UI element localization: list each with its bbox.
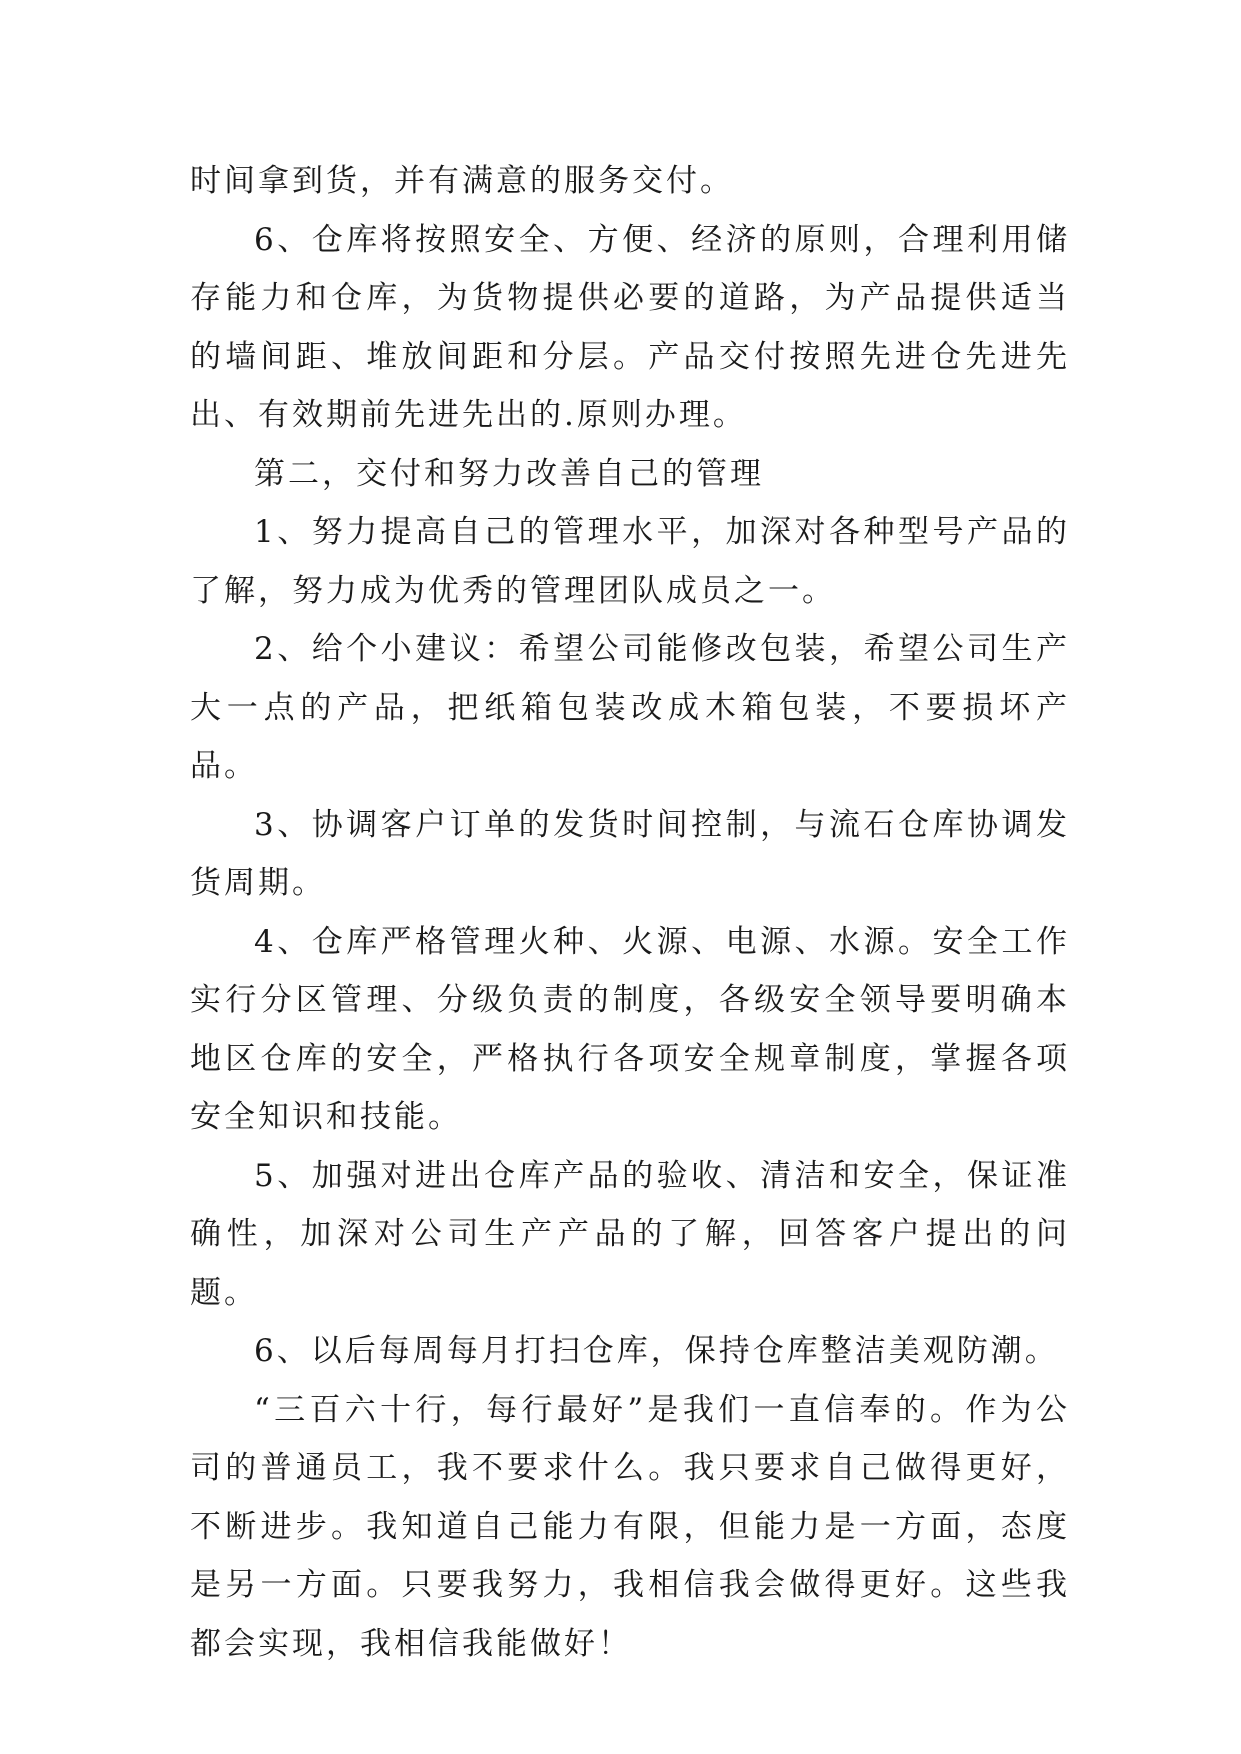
section-heading-second: 第二，交付和努力改善自己的管理	[254, 455, 764, 492]
paragraph-item-1: 1、努力提高自己的管理水平，加深对各种型号产品的了解，努力成为优秀的管理团队成员之一。	[190, 514, 1070, 609]
paragraph-item-4: 4、仓库严格管理火种、火源、电源、水源。安全工作实行分区管理、分级负责的制度，各级安全领导要明确本地区仓库的安全，严格执行各项安全规章制度，掌握各项安全知识和技能。	[190, 923, 1070, 1135]
paragraph-item-6-storage: 6、仓库将按照安全、方便、经济的原则，合理利用储存能力和仓库，为货物提供必要的道路，为产品提供适当的墙间距、堆放间距和分层。产品交付按照先进仓先进先出、有效期前先进先出的.原则办理。	[190, 221, 1070, 433]
document-body	[190, 152, 1070, 1673]
paragraph-closing: “三百六十行，每行最好”是我们一直信奉的。作为公司的普通员工，我不要求什么。我只要求自己做得更好，不断进步。我知道自己能力有限，但能力是一方面，态度是另一方面。只要我努力，我相信我会做得更好。这些我都会实现，我相信我能做好！	[190, 1391, 1070, 1662]
paragraph-continuation: 时间拿到货，并有满意的服务交付。	[190, 163, 734, 199]
paragraph-item-5: 5、加强对进出仓库产品的验收、清洁和安全，保证准确性，加深对公司生产产品的了解，回答客户提出的问题。	[190, 1157, 1070, 1311]
paragraph-item-3: 3、协调客户订单的发货时间控制，与流石仓库协调发货周期。	[190, 806, 1070, 901]
paragraph-item-6-cleaning: 6、以后每周每月打扫仓库，保持仓库整洁美观防潮。	[254, 1333, 1059, 1369]
paragraph-item-2: 2、给个小建议：希望公司能修改包装，希望公司生产大一点的产品，把纸箱包装改成木箱包装，不要损坏产品。	[190, 631, 1070, 784]
